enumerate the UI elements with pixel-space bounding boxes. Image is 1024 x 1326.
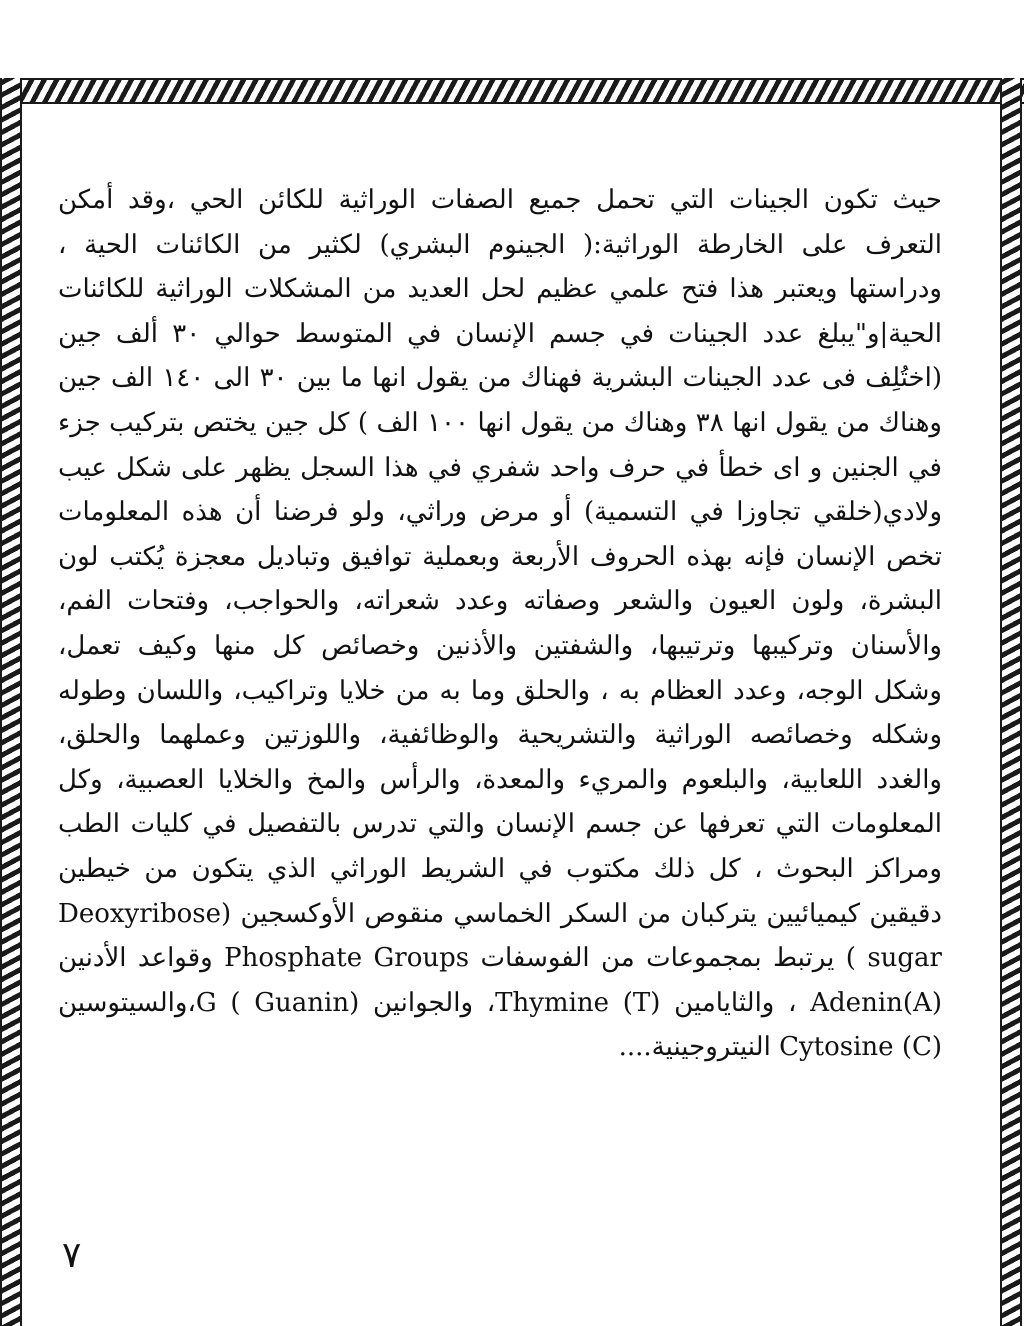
body-paragraph: حيث تكون الجينات التي تحمل جميع الصفات الوراثية للكائن الحي ،وقد أمكن التعرف على الخارطة الوراثية:( الجينوم البشري) لكثير من الكائنات الحية ، ودراستها ويعتبر هذا فتح علمي عظيم لحل العديد من المشكلات الوراثية للكائنات الحية|و"يبلغ عدد الجينات في جسم الإنسان في المتوسط حوالي ٣٠ ألف جين (اختُلِف فى عدد الجينات البشرية فهناك من يقول انها ما بين ٣٠ الى ١٤٠ الف جين وهناك من يقول انها ٣٨ وهناك من يقول انها ١٠٠ الف ) كل جين يختص بتركيب جزء في الجنين و اى خطأ في حرف واحد شفري في هذا السجل يظهر على شكل عيب ولادي(خلقي تجاوزا في التسمية) أو مرض وراثي، ولو فرضنا أن هذه المعلومات تخص الإنسان فإنه بهذه الحروف الأربعة وبعملية توافيق وتباديل معجزة يُكتب لون البشرة، ولون العيون والشعر وصفاته وعدد شعراته، والحواجب، وفتحات الفم، والأسنان وتركيبها وترتيبها، والشفتين والأذنين وخصائص كل منها وكيف تعمل، وشكل الوجه، وعدد العظام به ، والحلق وما به من خلايا وتراكيب، واللسان وطوله وشكله وخصائصه الوراثية والتشريحية والوظائفية، واللوزتين وعملهما والحلق، والغدد اللعابية، والبلعوم والمريء والمعدة، والرأس والمخ والخلايا العصبية، وكل المعلومات التي تعرفها عن جسم الإنسان والتي تدرس بالتفصيل في كليات الطب ومراكز البحوث ، كل ذلك مكتوب في الشريط الوراثي الذي يتكون من خيطين دقيقين كيميائيين يتركبان من السكر الخماسي منقوص الأوكسجين (Deoxyribose sugar ) يرتبط بمجموعات من الفوسفات Phosphate Groups وقواعد الأدنين (A)Adenin ، والثايامين Thymine (T)، والجوانين G ( Guanin)،والسيتوسين Cytosine (C) النيتروجينية.... bbox=[58, 185, 942, 1063]
document-body bbox=[58, 178, 942, 1070]
decorative-border-left bbox=[0, 78, 22, 1326]
page-number: ٧ bbox=[62, 1235, 82, 1276]
decorative-border-top bbox=[0, 78, 1024, 104]
decorative-border-right bbox=[1000, 78, 1022, 1326]
